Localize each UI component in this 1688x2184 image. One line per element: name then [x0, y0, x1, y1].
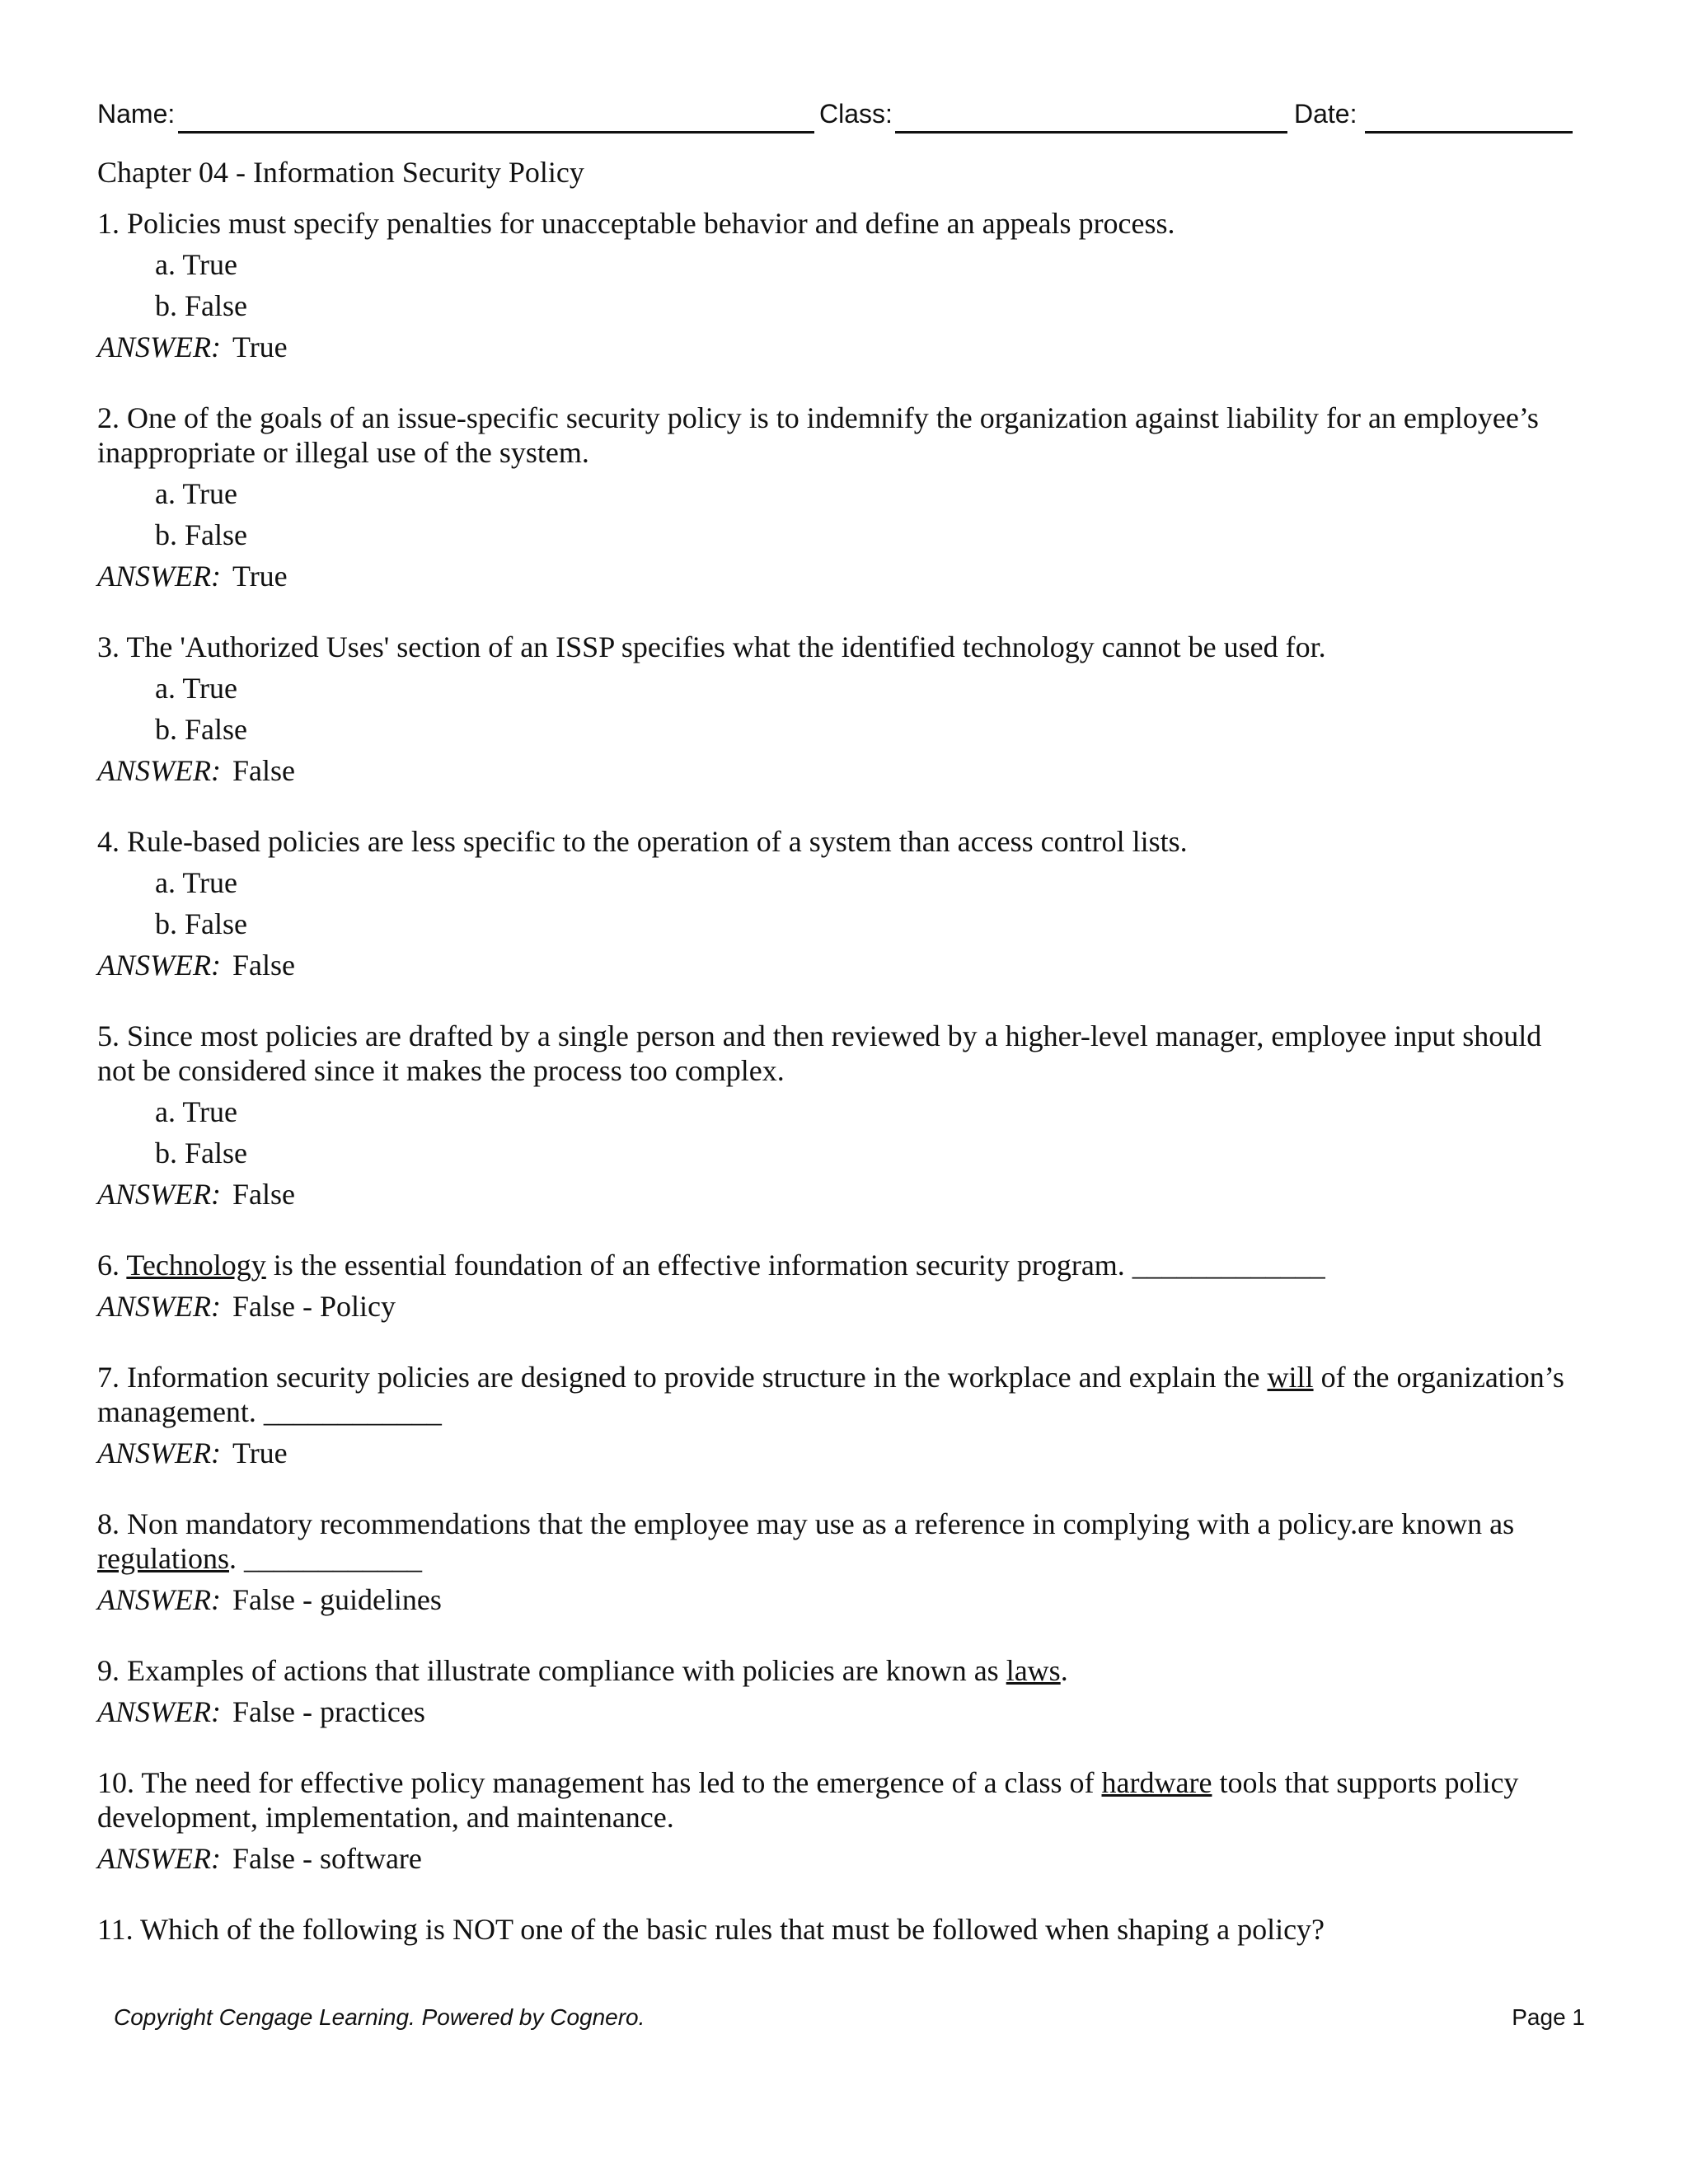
option-b: b. False	[155, 907, 247, 940]
underlined-term: will	[1267, 1361, 1314, 1394]
answer-label: ANSWER:	[97, 1695, 221, 1728]
date-label: Date:	[1294, 99, 1357, 129]
question-text-part: is the essential foundation of an effective information security program. _____________	[265, 1249, 1325, 1282]
question-4	[97, 824, 1581, 982]
answer	[97, 1582, 1581, 1617]
page-number: Page 1	[1512, 2004, 1585, 2030]
answer-label: ANSWER:	[97, 949, 221, 982]
answer	[97, 753, 1581, 788]
answer	[97, 1177, 1581, 1212]
question-text	[97, 1653, 1581, 1688]
question-6	[97, 1248, 1581, 1324]
question-text-part: of the organization’s management. ____________	[97, 1361, 1564, 1428]
option-a: a. True	[155, 866, 238, 899]
answer	[97, 1289, 1581, 1324]
class-line[interactable]	[895, 131, 1287, 134]
question-9	[97, 1653, 1581, 1729]
question-text-part: 7. Information security policies are designed to provide structure in the workplace and explain the	[97, 1361, 1268, 1394]
document-body	[97, 148, 1581, 1983]
answer-label: ANSWER:	[97, 1290, 221, 1323]
question-text	[97, 1360, 1581, 1429]
class-field[interactable]	[819, 97, 1287, 134]
answer-value: True	[232, 1436, 288, 1469]
question-text	[97, 1765, 1581, 1835]
answer	[97, 330, 1581, 364]
chapter-title: Chapter 04 - Information Security Policy	[97, 156, 584, 189]
question-5	[97, 1019, 1581, 1212]
answer-value: False - practices	[232, 1695, 425, 1728]
class-label: Class:	[819, 99, 893, 129]
question-text: 5. Since most policies are drafted by a single person and then reviewed by a higher-level manager, employee input should not be considered since it makes the process too complex.	[97, 1019, 1542, 1087]
question-text-part: . ____________	[228, 1542, 422, 1575]
answer-label: ANSWER:	[97, 560, 221, 593]
question-3	[97, 630, 1581, 788]
underlined-term: hardware	[1101, 1766, 1212, 1799]
question-text-part: tools that supports policy development, implementation, and maintenance.	[97, 1766, 1519, 1834]
question-text: 11. Which of the following is NOT one of the basic rules that must be followed when shaping a policy?	[97, 1913, 1325, 1946]
answer	[97, 1841, 1581, 1876]
option-b: b. False	[155, 1137, 247, 1169]
date-line[interactable]	[1365, 131, 1573, 134]
option-a: a. True	[155, 1095, 238, 1128]
option-a: a. True	[155, 477, 238, 510]
answer	[97, 1694, 1581, 1729]
option-b: b. False	[155, 713, 247, 746]
question-text-part: 10. The need for effective policy management has led to the emergence of a class of	[97, 1766, 1102, 1799]
answer-value: False - software	[232, 1842, 422, 1875]
copyright-text: Copyright Cengage Learning. Powered by Cognero.	[114, 2004, 645, 2030]
underlined-term: regulations	[97, 1542, 229, 1575]
answer-value: False - guidelines	[232, 1583, 442, 1616]
answer-label: ANSWER:	[97, 1583, 221, 1616]
answer-value: False	[232, 949, 295, 982]
answer	[97, 559, 1581, 593]
answer-label: ANSWER:	[97, 330, 221, 363]
answer-label: ANSWER:	[97, 754, 221, 787]
answer-label: ANSWER:	[97, 1178, 221, 1211]
date-field[interactable]	[1294, 97, 1573, 134]
option-a: a. True	[155, 248, 238, 281]
answer-value: True	[232, 560, 288, 593]
answer-value: True	[232, 330, 288, 363]
question-text-part: 9. Examples of actions that illustrate compliance with policies are known as	[97, 1654, 1006, 1687]
name-label: Name:	[97, 99, 176, 129]
answer	[97, 1436, 1581, 1470]
question-2	[97, 401, 1581, 593]
underlined-term: Technology	[126, 1249, 266, 1282]
question-text-part: .	[1060, 1654, 1068, 1687]
name-line[interactable]	[178, 131, 814, 134]
answer-value: False	[232, 1178, 295, 1211]
answer-value: False	[232, 754, 295, 787]
option-b: b. False	[155, 518, 247, 551]
underlined-term: laws	[1006, 1654, 1061, 1687]
answer	[97, 948, 1581, 982]
question-text	[97, 1248, 1581, 1282]
answer-label: ANSWER:	[97, 1436, 221, 1469]
question-text-part: 6.	[97, 1249, 127, 1282]
option-a: a. True	[155, 672, 238, 705]
header	[97, 97, 1573, 138]
question-1	[97, 206, 1581, 364]
question-7	[97, 1360, 1581, 1470]
question-text-part: 8. Non mandatory recommendations that the employee may use as a reference in complying with a policy.are known as	[97, 1507, 1515, 1540]
answer-label: ANSWER:	[97, 1842, 221, 1875]
name-field[interactable]	[97, 97, 814, 134]
question-10	[97, 1765, 1581, 1876]
option-b: b. False	[155, 289, 247, 322]
question-text: 2. One of the goals of an issue-specific security policy is to indemnify the organization against liability for an employee’s inappropriate or illegal use of the system.	[97, 401, 1539, 469]
answer-value: False - Policy	[232, 1290, 396, 1323]
question-text: 1. Policies must specify penalties for unacceptable behavior and define an appeals process.	[97, 207, 1175, 240]
question-11	[97, 1912, 1581, 1947]
question-text: 4. Rule-based policies are less specific to the operation of a system than access control lists.	[97, 825, 1188, 858]
question-8	[97, 1507, 1581, 1617]
question-text: 3. The 'Authorized Uses' section of an ISSP specifies what the identified technology cannot be used for.	[97, 630, 1326, 663]
question-text	[97, 1507, 1581, 1576]
